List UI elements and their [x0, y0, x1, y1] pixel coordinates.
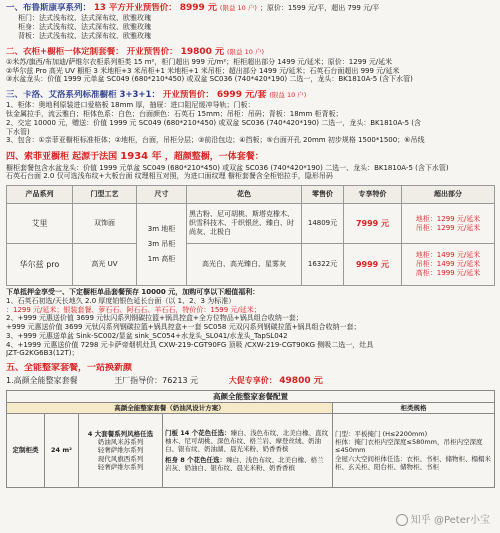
colors-cell	[163, 414, 333, 488]
style-cell	[79, 414, 163, 488]
cell-special: 7999 元	[344, 204, 402, 244]
cell-series: 华尔兹 pro	[7, 244, 73, 286]
extra-line: 高柜：1999 元/延米	[415, 268, 481, 277]
cell-retail: 16322元	[302, 244, 344, 286]
cell-retail: 14809元	[302, 204, 344, 244]
section-5-promo-label: 大促专享价：	[228, 376, 277, 386]
extra-line: 地柜：1499 元/延米	[415, 251, 481, 260]
body-colors: 臻白、浅色布纹、北美白橡、格兰岩灰、奶油白、银布纹、晨光米粉、奶香香槟	[165, 455, 324, 472]
section-4-line: 石英石台面 2.0 仅可选浅布纹+大板台面 纹理相互对照，为进口面纹理 橱柜套餐含全柜铝拉手，隐形吊码	[6, 172, 333, 181]
table-row	[7, 244, 495, 286]
table-header: 零售价	[302, 186, 344, 204]
table-header: 门型工艺	[73, 186, 137, 204]
section-2-header	[6, 47, 494, 58]
table-header: 超出部分	[402, 186, 495, 204]
table-row	[7, 414, 495, 488]
style-item: 奶油风米苏系列	[97, 438, 144, 447]
table-header: 产品系列	[7, 186, 73, 204]
whole-house-table	[6, 390, 495, 489]
body-title: 柜身 8 个花色任选：	[165, 455, 227, 464]
cell-extra	[402, 244, 495, 286]
cell-craft: 双饰面	[73, 204, 137, 244]
door-title: 门板 14 个花色任选：	[165, 429, 231, 438]
section-4-header	[6, 151, 494, 164]
style-item: 现代风旗西系列	[97, 454, 144, 463]
section-2-promo: 开业预售价：	[126, 46, 178, 57]
section-5-subtitle: 1.高颜全能整家套餐	[6, 376, 78, 386]
section-2-price: 19800 元	[180, 46, 225, 57]
section-2-line: ③水盆龙头：价值 1999 元单盆 SC049 (680*210*450) 或双盆 SC036 (740*420*190) 二选一，龙头：BK1810A-5 (含下水管)	[6, 75, 413, 84]
section-3-line: 2、交定 10000 元，赠送：价值 1999 元 SC049 (680*210*450) 或双盆 SC036 (740*420*190) 二选一，龙头：BK1810A-5 (含	[6, 118, 422, 127]
section-1-orig: ；原价：1599 元/平，超出 799 元/平	[259, 4, 380, 12]
notes-line: 3、+999 元惠送单盆 Sink-SC002/显盆 sink_SC054+水龙头_SL041/水龙头_TapSL042	[6, 331, 288, 340]
section-3-promo: 开业预售价：	[162, 90, 214, 100]
section-4-line: 橱柜套餐包含水盆龙头：价值 1999 元单盆 SC049 (680*210*450) 或双盆 SC036 (740*420*190) 二选一、龙头：BK1810A-5 (含下水管)	[6, 163, 449, 172]
row-label: 定制柜类	[7, 414, 45, 488]
section-1-price: 8999 元	[179, 3, 217, 13]
section-2-title: 二、衣柜+橱柜一体定制套餐：	[6, 46, 124, 57]
area-cell: 24 m²	[45, 414, 79, 488]
section-3-line: 1、柜体：奥地利原装进口爱格板 18mm 厚，抽屉：进口阻尼缓冲导轨；门板：	[6, 101, 255, 110]
cell-craft: 高光 UV	[73, 244, 137, 286]
size-line: 3m 吊柜	[147, 240, 176, 249]
notes-line: 2、+999 元惠送价值 3699 元钛闪系列钢碳拉篮+锅具控盒+全方位物品+锅具组合收纳一套；	[6, 314, 303, 323]
section-1-item: 背板：法式浅布纹、法式深布纹、欧雅玫瑰	[18, 31, 151, 40]
section-1-title: 一、布鲁斯康享系列：	[6, 3, 92, 13]
size-line: 3m 地柜	[147, 225, 176, 234]
section-3-line: 钛金属拉手，流云雅白；柜体色系：白色；台面颜色：石英石 15mm；吊柜：吊码；背板：18mm 柜背板；	[6, 110, 343, 118]
extra-line: 地柜：1299 元/延米	[415, 214, 481, 223]
section-2-line: ②华尔兹 Pro 高光 UV 橱柜 3 米地柜+3 米吊柜+1 米地柜+1 米吊柜；超出部分 1499 元/延米；石英石台面超出 999 元/延米	[6, 66, 400, 75]
table-caption-row	[7, 390, 495, 402]
zhihu-icon	[396, 514, 408, 526]
cell-extra	[402, 204, 495, 244]
notes-line: +999 元惠送价值 3699 元钛闪系列钢碳拉篮+锅具控盒+一套 SC058 元双闪系列钢碳拉篮+锅具组合收纳一套；	[6, 323, 361, 331]
table-header: 花色	[187, 186, 302, 204]
section-1-item: 柜身：法式浅布纹、法式深布纹、欧雅玫瑰	[18, 23, 151, 31]
notes-line: 4、+1999 元惠送价值 7298 元卡萨帝烟机灶具 CXW-219-CGT90FG 顶吸 /CXW-219-CGT90KG 侧吸二选一，灶具	[6, 340, 374, 349]
watermark	[396, 514, 490, 528]
table-subcaption-row	[7, 402, 495, 413]
table-header-row	[7, 186, 495, 204]
section-3-limit: (限益 10 户)	[269, 91, 307, 99]
notes-line: 1、石英石初选/天长地久 2.0 厚度铂银色延长台面（以 1、2、3 为标准）	[6, 296, 236, 305]
style-item: 轻奢萨维尔系列	[97, 446, 144, 455]
cell-size	[137, 204, 187, 286]
notes-line: JZT-G2KG6B3(12T)；	[6, 349, 79, 358]
section-1-header	[6, 3, 494, 14]
size-line: 1m 高柜	[147, 254, 176, 263]
spec-line: 全屋六大空间柜体任选：衣柜、书柜、储物柜、榻榻米柜、玄关柜、阳台柜、储物柜、书柜	[335, 454, 491, 471]
table-header: 尺寸	[137, 186, 187, 204]
style-title: 4 大套餐系列风格任选	[87, 430, 154, 439]
section-2-limit: (限益 10 户)	[227, 47, 264, 56]
door-colors: 臻白、浅色布纹、北美白橡、直纹柚木、尼可胡桃、深色布纹、格兰岩、摩登丝绒、奶油白、银布纹、奶油湖、晨光米粉、奶香香槟	[165, 429, 329, 454]
section-1-promo: 13 平方开业预售价：	[93, 3, 177, 13]
section-3-title: 三、卡洛、艾洛系列标准橱柜 3+3+1：	[6, 90, 160, 100]
spec-line: 门型：平板掩门 (H≤2200mm)	[335, 430, 428, 439]
extra-line: 吊柜：1299 元/延米	[415, 223, 481, 232]
section-5-orig-price: 王厂指导价：76213 元	[114, 376, 199, 386]
section-3-price: 6999 元/套	[216, 90, 267, 100]
table-header: 专享特价	[344, 186, 402, 204]
section-4-tail: ，超颜整橱，一体套餐：	[164, 152, 264, 162]
section-5-subline	[6, 376, 494, 387]
section-3-header	[6, 90, 494, 101]
table-row	[7, 204, 495, 244]
cell-colors: 高光白、高光臻白、星雾灰	[187, 244, 302, 286]
spec-line: 柜体：掩门衣柜内空深度≤580mm，吊柜内空深度≤450mm	[335, 438, 483, 455]
table-subcaption: 高颜全能整家套餐（奶油风设计方案）	[7, 402, 333, 413]
extra-line: 吊柜：1499 元/延米	[415, 260, 481, 269]
section-4-year: 1934 年	[120, 151, 162, 162]
style-item: 轻奢萨维尔系列	[97, 462, 144, 471]
notes-title: 下单抵押金享受一、下定橱柜单品套餐预存 10000 元，加购可享以下超值福利：	[6, 288, 260, 296]
table-spec-header: 柜类规格	[333, 402, 495, 413]
section-1-limit: (限益 10 户)	[219, 4, 257, 12]
section-5-promo-price: 49800 元	[279, 376, 323, 387]
section-5-title: 五、全能整家套餐，一站换新颜	[6, 363, 133, 373]
section-2-line: ①米苏/旗西/布加迪/萨维尔衣柜系列柜类 15 m²，柜门超出 999 元/m²；柜柜超出部分 1499 元/延米；原价：1299 元/延米	[6, 57, 393, 66]
table-caption: 高颜全能整家套餐配置	[7, 390, 495, 402]
spec-cell	[333, 414, 495, 488]
watermark-text: 知乎 @Peter小宝	[410, 514, 490, 526]
kitchen-package-table	[6, 185, 495, 286]
cell-series: 艾里	[7, 204, 73, 244]
section-4-title: 四、索菲亚橱柜 起源于法国	[6, 152, 118, 162]
cell-special: 9999 元	[344, 244, 402, 286]
section-1-item: 柜门：法式浅布纹、法式深布纹、欧雅玫瑰	[18, 14, 151, 23]
notes-line: ：1299 元/延米；银装套餐、萝石石、阿石石、羊石石，特价价：1599 元/延米；	[6, 305, 261, 314]
cell-colors: 黑古粉、尼可胡桃、斯塔克橡木、织雪科技木、千织银丝、臻白、时尚灰、北极白	[187, 204, 302, 244]
section-3-line: 3、包含：①亲菲亚橱柜标准柜体；②地柜，台面，吊柜分层；③前沿包边；④挡板；⑤台面开孔 20mm 初步规格 1500*1500；⑥吊线	[6, 136, 425, 145]
section-3-line: 下水管)	[6, 127, 30, 136]
